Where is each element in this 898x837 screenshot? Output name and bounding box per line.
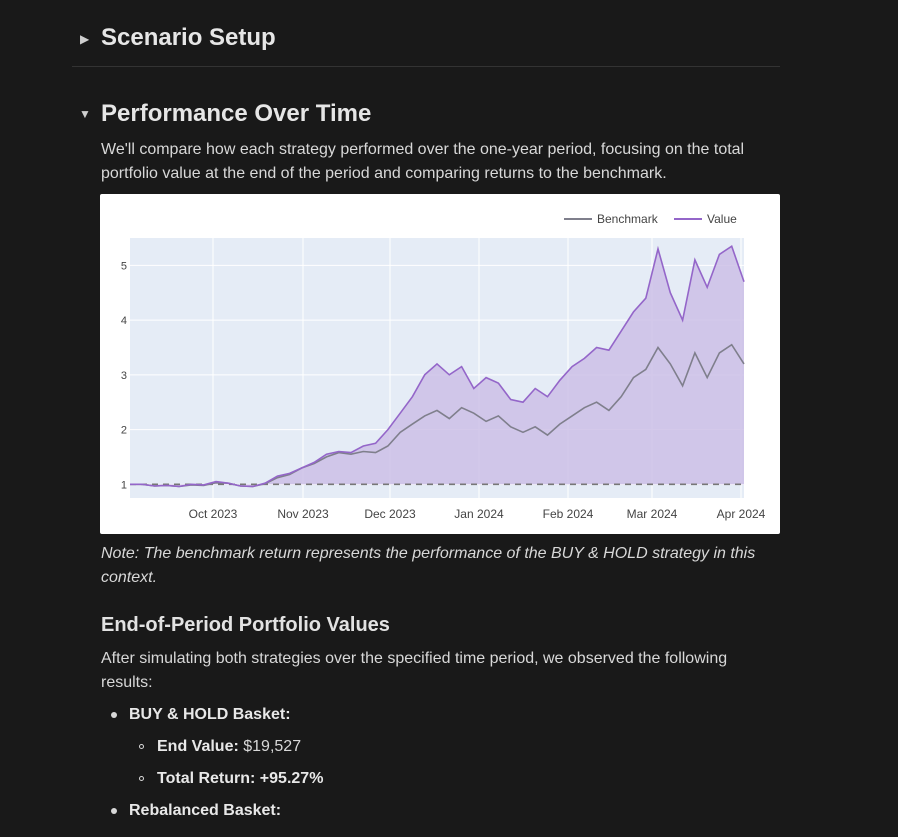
buy-hold-total-return: Total Return: +95.27% [157,770,324,787]
x-tick-label: Apr 2024 [716,507,766,521]
buy-hold-label: BUY & HOLD Basket: [129,706,291,723]
end-values-intro: After simulating both strategies over the specified time period, we observed the following results: [101,650,728,691]
x-tick-label: Dec 2023 [364,507,416,521]
rebalanced-label: Rebalanced Basket: [129,802,282,819]
performance-chart [100,194,780,534]
bullet-icon [111,808,117,814]
y-tick-label: 5 [120,260,127,273]
triangle-down-icon[interactable]: ▼ [79,107,91,121]
sub-bullet-icon [139,744,144,749]
buy-hold-end-value: End Value: $19,527 [157,738,302,755]
x-tick-label: Nov 2023 [277,507,329,521]
performance-chart-svg [100,194,780,534]
y-tick-label: 3 [120,369,127,382]
performance-intro: We'll compare how each strategy performed over the one-year period, focusing on the total portfolio value at the end of the period and comparing returns to the benchmark. [101,141,745,182]
section-divider [72,66,780,67]
y-tick-label: 2 [120,424,127,437]
y-tick-label: 4 [120,315,127,328]
x-tick-label: Feb 2024 [542,507,594,521]
scenario-setup-heading[interactable]: Scenario Setup [101,24,276,51]
x-tick-label: Jan 2024 [454,507,504,521]
end-values-heading: End-of-Period Portfolio Values [101,614,390,636]
performance-heading[interactable]: Performance Over Time [101,100,372,127]
benchmark-note: Note: The benchmark return represents the performance of the BUY & HOLD strategy in this context. [101,545,756,586]
triangle-right-icon[interactable]: ▶ [80,32,90,46]
sub-bullet-icon [139,776,144,781]
x-tick-label: Mar 2024 [626,507,678,521]
bullet-icon [111,712,117,718]
y-tick-label: 1 [120,479,127,492]
legend-value-label: Value [707,212,737,226]
legend-benchmark-label: Benchmark [597,212,658,226]
x-tick-label: Oct 2023 [188,507,238,521]
